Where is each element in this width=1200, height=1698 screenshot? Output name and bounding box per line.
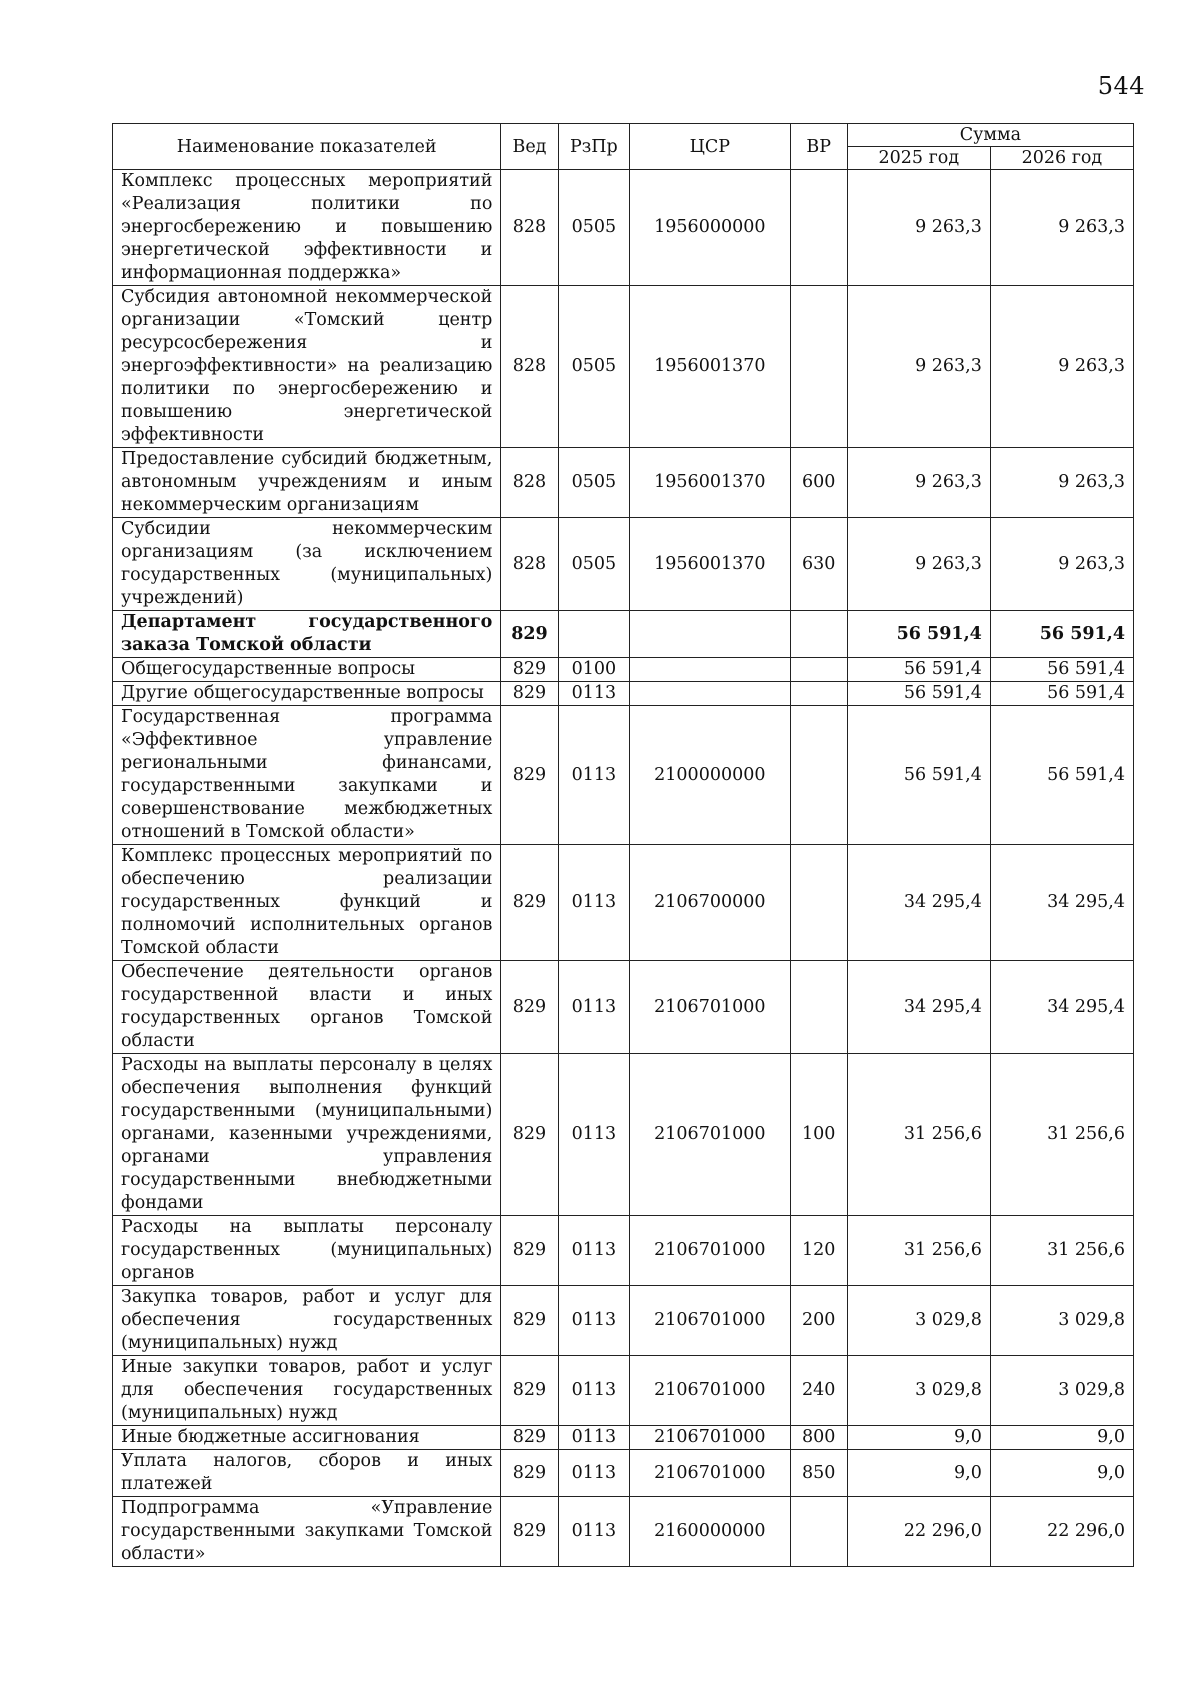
row-ved: 829: [501, 961, 558, 1054]
row-ved: 829: [501, 1497, 558, 1567]
row-name: Комплекс процессных мероприятий «Реализация политики по энергосбережению и повышению энергетической эффективности и информационная поддержка»: [113, 170, 501, 286]
row-ved: 829: [501, 611, 558, 658]
row-sum-2026: 3 029,8: [990, 1286, 1133, 1356]
header-vr: ВР: [790, 124, 847, 170]
row-csr: 2106701000: [630, 1216, 790, 1286]
header-year-2025: 2025 год: [847, 147, 990, 170]
row-sum-2025: 9,0: [847, 1426, 990, 1450]
header-ved: Вед: [501, 124, 558, 170]
row-name: Уплата налогов, сборов и иных платежей: [113, 1450, 501, 1497]
row-vr: 800: [790, 1426, 847, 1450]
row-sum-2026: 9 263,3: [990, 518, 1133, 611]
row-name: Расходы на выплаты персоналу в целях обеспечения выполнения функций государственными (муниципальными) органами, казенными учреждениями, органами управления государственными внебюджетными фондами: [113, 1054, 501, 1216]
row-ved: 828: [501, 518, 558, 611]
row-csr: 2160000000: [630, 1497, 790, 1567]
row-name: Расходы на выплаты персоналу государственных (муниципальных) органов: [113, 1216, 501, 1286]
header-sum: Сумма: [847, 124, 1133, 147]
row-ved: 828: [501, 286, 558, 448]
table-row: [113, 170, 1134, 286]
row-rzpr: 0505: [558, 448, 630, 518]
row-rzpr: 0113: [558, 706, 630, 845]
row-vr: [790, 611, 847, 658]
row-sum-2026: 9 263,3: [990, 170, 1133, 286]
row-csr: 2106701000: [630, 1356, 790, 1426]
row-vr: 850: [790, 1450, 847, 1497]
row-vr: [790, 286, 847, 448]
row-vr: [790, 845, 847, 961]
row-rzpr: 0113: [558, 1356, 630, 1426]
row-name: Другие общегосударственные вопросы: [113, 682, 501, 706]
row-csr: 1956001370: [630, 518, 790, 611]
row-csr: 2106701000: [630, 1286, 790, 1356]
row-sum-2025: 56 591,4: [847, 682, 990, 706]
table-body: [113, 170, 1134, 1567]
row-name: Закупка товаров, работ и услуг для обеспечения государственных (муниципальных) нужд: [113, 1286, 501, 1356]
row-ved: 829: [501, 1426, 558, 1450]
row-name: Государственная программа «Эффективное управление региональными финансами, государственными закупками и совершенствование межбюджетных отношений в Томской области»: [113, 706, 501, 845]
table-row: [113, 1356, 1134, 1426]
row-rzpr: 0113: [558, 682, 630, 706]
row-vr: 120: [790, 1216, 847, 1286]
table-row: [113, 1450, 1134, 1497]
row-name: Подпрограмма «Управление государственными закупками Томской области»: [113, 1497, 501, 1567]
row-vr: 630: [790, 518, 847, 611]
row-sum-2026: 56 591,4: [990, 706, 1133, 845]
row-rzpr: [558, 611, 630, 658]
row-vr: 240: [790, 1356, 847, 1426]
row-rzpr: 0505: [558, 286, 630, 448]
row-rzpr: 0113: [558, 1286, 630, 1356]
row-rzpr: 0113: [558, 961, 630, 1054]
row-ved: 829: [501, 1054, 558, 1216]
row-sum-2026: 9 263,3: [990, 448, 1133, 518]
table-row: [113, 682, 1134, 706]
table-row: [113, 658, 1134, 682]
header-name: Наименование показателей: [113, 124, 501, 170]
row-sum-2025: 56 591,4: [847, 658, 990, 682]
row-csr: 1956000000: [630, 170, 790, 286]
row-vr: [790, 658, 847, 682]
row-csr: 1956001370: [630, 286, 790, 448]
row-ved: 829: [501, 1356, 558, 1426]
row-rzpr: 0113: [558, 1497, 630, 1567]
row-sum-2026: 3 029,8: [990, 1356, 1133, 1426]
row-sum-2026: 56 591,4: [990, 658, 1133, 682]
row-vr: [790, 961, 847, 1054]
row-sum-2026: 9,0: [990, 1450, 1133, 1497]
row-sum-2025: 3 029,8: [847, 1286, 990, 1356]
row-csr: 2106701000: [630, 1450, 790, 1497]
table-row: [113, 1426, 1134, 1450]
row-vr: 600: [790, 448, 847, 518]
row-name: Субсидия автономной некоммерческой организации «Томский центр ресурсосбережения и энергоэффективности» на реализацию политики по энергосбережению и повышению энергетической эффективности: [113, 286, 501, 448]
row-ved: 829: [501, 658, 558, 682]
page-number: 544: [1097, 72, 1145, 100]
row-sum-2025: 9 263,3: [847, 286, 990, 448]
row-ved: 829: [501, 706, 558, 845]
row-vr: [790, 1497, 847, 1567]
row-sum-2026: 22 296,0: [990, 1497, 1133, 1567]
row-sum-2026: 56 591,4: [990, 611, 1133, 658]
row-ved: 829: [501, 1450, 558, 1497]
row-sum-2025: 34 295,4: [847, 845, 990, 961]
row-name: Обеспечение деятельности органов государственной власти и иных государственных органов Томской области: [113, 961, 501, 1054]
row-csr: 1956001370: [630, 448, 790, 518]
row-rzpr: 0505: [558, 170, 630, 286]
table-row: [113, 961, 1134, 1054]
row-ved: 828: [501, 448, 558, 518]
row-ved: 829: [501, 1216, 558, 1286]
row-sum-2026: 9 263,3: [990, 286, 1133, 448]
row-ved: 829: [501, 845, 558, 961]
row-name: Иные бюджетные ассигнования: [113, 1426, 501, 1450]
header-csr: ЦСР: [630, 124, 790, 170]
table-row: [113, 518, 1134, 611]
row-sum-2025: 9,0: [847, 1450, 990, 1497]
row-vr: [790, 682, 847, 706]
row-sum-2026: 34 295,4: [990, 845, 1133, 961]
row-csr: 2100000000: [630, 706, 790, 845]
header-year-2026: 2026 год: [990, 147, 1133, 170]
row-rzpr: 0505: [558, 518, 630, 611]
row-sum-2025: 56 591,4: [847, 611, 990, 658]
row-rzpr: 0113: [558, 1426, 630, 1450]
table-row-department: [113, 611, 1134, 658]
row-sum-2025: 31 256,6: [847, 1054, 990, 1216]
row-csr: 2106701000: [630, 1054, 790, 1216]
row-rzpr: 0100: [558, 658, 630, 682]
row-name: Иные закупки товаров, работ и услуг для обеспечения государственных (муниципальных) нужд: [113, 1356, 501, 1426]
row-sum-2025: 22 296,0: [847, 1497, 990, 1567]
row-rzpr: 0113: [558, 1216, 630, 1286]
row-sum-2026: 34 295,4: [990, 961, 1133, 1054]
row-sum-2025: 31 256,6: [847, 1216, 990, 1286]
row-vr: [790, 170, 847, 286]
row-vr: 200: [790, 1286, 847, 1356]
row-sum-2025: 9 263,3: [847, 448, 990, 518]
row-vr: [790, 706, 847, 845]
row-rzpr: 0113: [558, 1450, 630, 1497]
header-rzpr: РзПр: [558, 124, 630, 170]
row-csr: [630, 611, 790, 658]
table-row: [113, 1216, 1134, 1286]
table-row: [113, 845, 1134, 961]
table-row: [113, 706, 1134, 845]
table-row: [113, 286, 1134, 448]
row-ved: 829: [501, 682, 558, 706]
row-vr: 100: [790, 1054, 847, 1216]
row-ved: 829: [501, 1286, 558, 1356]
table-row: [113, 1497, 1134, 1567]
row-name: Общегосударственные вопросы: [113, 658, 501, 682]
table-row: [113, 1054, 1134, 1216]
row-csr: 2106700000: [630, 845, 790, 961]
row-name: Департамент государственного заказа Томской области: [113, 611, 501, 658]
row-name: Субсидии некоммерческим организациям (за исключением государственных (муниципальных) учреждений): [113, 518, 501, 611]
row-sum-2025: 56 591,4: [847, 706, 990, 845]
row-csr: [630, 682, 790, 706]
row-csr: 2106701000: [630, 1426, 790, 1450]
row-sum-2025: 34 295,4: [847, 961, 990, 1054]
row-sum-2025: 9 263,3: [847, 518, 990, 611]
row-csr: 2106701000: [630, 961, 790, 1054]
row-name: Комплекс процессных мероприятий по обеспечению реализации государственных функций и полномочий исполнительных органов Томской области: [113, 845, 501, 961]
row-sum-2026: 9,0: [990, 1426, 1133, 1450]
row-sum-2026: 31 256,6: [990, 1054, 1133, 1216]
row-sum-2026: 31 256,6: [990, 1216, 1133, 1286]
row-sum-2025: 3 029,8: [847, 1356, 990, 1426]
row-rzpr: 0113: [558, 845, 630, 961]
row-sum-2025: 9 263,3: [847, 170, 990, 286]
table-header: [113, 124, 1134, 170]
header-row-top: [113, 124, 1134, 147]
table-row: [113, 448, 1134, 518]
budget-table: [112, 123, 1134, 1567]
row-sum-2026: 56 591,4: [990, 682, 1133, 706]
row-csr: [630, 658, 790, 682]
row-name: Предоставление субсидий бюджетным, автономным учреждениям и иным некоммерческим организациям: [113, 448, 501, 518]
row-ved: 828: [501, 170, 558, 286]
table-row: [113, 1286, 1134, 1356]
row-rzpr: 0113: [558, 1054, 630, 1216]
